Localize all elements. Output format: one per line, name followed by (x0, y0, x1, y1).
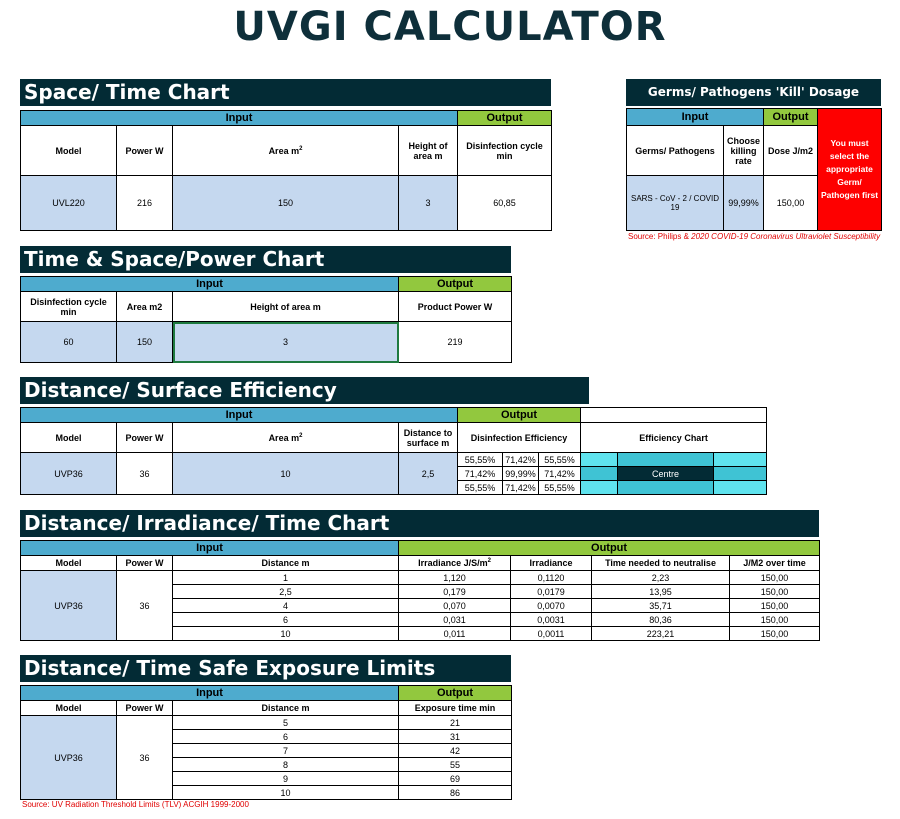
irr-js-cell: 0,179 (399, 585, 511, 599)
irr-cell: 0,1120 (511, 571, 592, 585)
model-cell[interactable]: UVP36 (21, 453, 117, 495)
output-header: Output (399, 541, 820, 556)
output-header: Output (458, 408, 581, 423)
section-title-distance-surface: Distance/ Surface Efficiency (20, 377, 589, 404)
col-time: Time needed to neutralise (592, 556, 730, 571)
germs-source-note: Source: Philips & 2020 COVID-19 Coronavirus Ultraviolet Susceptibility (628, 232, 881, 241)
exposure-cell: 31 (399, 730, 512, 744)
input-header: Input (21, 408, 458, 423)
warning-cell: You must select the appropriate Germ/ Pathogen first (818, 109, 882, 231)
col-height: Height of area m (399, 126, 458, 176)
col-model: Model (21, 701, 117, 716)
col-model: Model (21, 423, 117, 453)
input-header: Input (21, 686, 399, 701)
output-header: Output (399, 686, 512, 701)
power-cell[interactable]: 216 (117, 176, 173, 231)
jm2-cell: 150,00 (730, 571, 820, 585)
efficiency-chart-cell (581, 453, 618, 467)
distance-cell: 10 (173, 786, 399, 800)
jm2-cell: 150,00 (730, 599, 820, 613)
distance-cell: 4 (173, 599, 399, 613)
efficiency-chart-cell (618, 481, 714, 495)
cycle-output-cell: 60,85 (458, 176, 552, 231)
time-cell: 35,71 (592, 599, 730, 613)
col-irradiance: Irradiance (511, 556, 592, 571)
power-cell[interactable]: 36 (117, 453, 173, 495)
efficiency-chart-cell (714, 467, 767, 481)
distance-cell: 6 (173, 730, 399, 744)
col-exposure: Exposure time min (399, 701, 512, 716)
time-cell: 13,95 (592, 585, 730, 599)
area-cell[interactable]: 150 (173, 176, 399, 231)
efficiency-cell: 71,42% (458, 467, 503, 481)
exposure-cell: 69 (399, 772, 512, 786)
col-cycle: Disinfection cycle min (458, 126, 552, 176)
input-header: Input (627, 109, 764, 126)
product-power-output-cell: 219 (399, 322, 512, 363)
distance-cell: 9 (173, 772, 399, 786)
time-cell: 80,36 (592, 613, 730, 627)
col-area: Area $m^2$ (173, 126, 399, 176)
output-header: Output (399, 277, 512, 292)
efficiency-cell: 71,42% (503, 481, 539, 495)
irr-cell: 0,0031 (511, 613, 592, 627)
distance-cell: 5 (173, 716, 399, 730)
efficiency-cell: 71,42% (539, 467, 581, 481)
irr-cell: 0,0011 (511, 627, 592, 641)
efficiency-chart-cell (714, 481, 767, 495)
jm2-cell: 150,00 (730, 627, 820, 641)
irr-cell: 0,0070 (511, 599, 592, 613)
power-cell: 36 (117, 716, 173, 800)
col-cycle: Disinfection cycle min (21, 292, 117, 322)
rate-select-cell[interactable]: 99,99% (724, 176, 764, 231)
irr-js-cell: 1,120 (399, 571, 511, 585)
distance-cell: 1 (173, 571, 399, 585)
power-cell: 36 (117, 571, 173, 641)
section-title-germs: Germs/ Pathogens 'Kill' Dosage (626, 79, 881, 106)
col-power: Power W (117, 701, 173, 716)
irr-cell: 0,0179 (511, 585, 592, 599)
time-cell: 223,21 (592, 627, 730, 641)
distance-cell: 7 (173, 744, 399, 758)
efficiency-chart-cell (714, 453, 767, 467)
jm2-cell: 150,00 (730, 585, 820, 599)
col-distance: Distance m (173, 701, 399, 716)
output-header: Output (458, 111, 552, 126)
time-space-power-table (20, 276, 512, 363)
col-irradiance-js: Irradiance $J/S/m^2$ (399, 556, 511, 571)
distance-cell: 2,5 (173, 585, 399, 599)
efficiency-cell: 55,55% (539, 453, 581, 467)
space-time-table (20, 110, 552, 231)
distance-cell: 6 (173, 613, 399, 627)
irradiance-table (20, 540, 820, 641)
section-title-time-space-power: Time & Space/Power Chart (20, 246, 511, 273)
model-cell[interactable]: UVP36 (21, 716, 117, 800)
efficiency-chart-cell (581, 467, 618, 481)
col-germ: Germs/ Pathogens (627, 126, 724, 176)
input-header: Input (21, 111, 458, 126)
col-area: Area m2 (117, 292, 173, 322)
col-efficiency: Disinfection Efficiency (458, 423, 581, 453)
irr-js-cell: 0,031 (399, 613, 511, 627)
section-title-safe-exposure: Distance/ Time Safe Exposure Limits (20, 655, 511, 682)
area-cell[interactable]: 150 (117, 322, 173, 363)
col-height: Height of area m (173, 292, 399, 322)
cycle-cell[interactable]: 60 (21, 322, 117, 363)
col-distance: Distance m (173, 556, 399, 571)
section-title-space-time: Space/ Time Chart (20, 79, 551, 106)
input-header: Input (21, 541, 399, 556)
model-cell[interactable]: UVP36 (21, 571, 117, 641)
time-cell: 2,23 (592, 571, 730, 585)
section-title-irradiance: Distance/ Irradiance/ Time Chart (20, 510, 819, 537)
efficiency-cell: 99,99% (503, 467, 539, 481)
input-header: Input (21, 277, 399, 292)
exposure-cell: 42 (399, 744, 512, 758)
area-cell[interactable]: 10 (173, 453, 399, 495)
col-dose: Dose J/m2 (764, 126, 818, 176)
irr-js-cell: 0,070 (399, 599, 511, 613)
col-distance: Distance to surface m (399, 423, 458, 453)
col-model: Model (21, 556, 117, 571)
output-header: Output (764, 109, 818, 126)
model-cell[interactable]: UVL220 (21, 176, 117, 231)
distance-cell[interactable]: 2,5 (399, 453, 458, 495)
safe-exposure-table (20, 685, 512, 800)
distance-cell: 8 (173, 758, 399, 772)
germ-select-cell[interactable]: SARS - CoV - 2 / COVID 19 (627, 176, 724, 231)
efficiency-cell: 55,55% (458, 481, 503, 495)
height-cell[interactable]: 3 (173, 322, 399, 363)
safe-exposure-source-note: Source: UV Radiation Threshold Limits (TLV) ACGIH 1999-2000 (22, 800, 249, 809)
efficiency-cell: 71,42% (503, 453, 539, 467)
efficiency-cell: 55,55% (458, 453, 503, 467)
jm2-cell: 150,00 (730, 613, 820, 627)
height-cell[interactable]: 3 (399, 176, 458, 231)
exposure-cell: 55 (399, 758, 512, 772)
exposure-cell: 21 (399, 716, 512, 730)
col-jm2: J/M2 over time (730, 556, 820, 571)
col-power: Power W (117, 556, 173, 571)
germs-table (626, 108, 882, 231)
efficiency-chart-centre: Centre (618, 467, 714, 481)
col-area: Area $m^2$ (173, 423, 399, 453)
efficiency-chart-cell (581, 481, 618, 495)
efficiency-cell: 55,55% (539, 481, 581, 495)
page-title: UVGI CALCULATOR (233, 4, 667, 50)
distance-cell: 10 (173, 627, 399, 641)
col-power: Power W (117, 126, 173, 176)
col-product-power: Product Power W (399, 292, 512, 322)
distance-surface-table (20, 407, 767, 495)
efficiency-chart-cell (618, 453, 714, 467)
irr-js-cell: 0,011 (399, 627, 511, 641)
col-power: Power W (117, 423, 173, 453)
col-model: Model (21, 126, 117, 176)
col-rate: Choose killing rate (724, 126, 764, 176)
dose-output-cell: 150,00 (764, 176, 818, 231)
exposure-cell: 86 (399, 786, 512, 800)
col-efficiency-chart: Efficiency Chart (581, 423, 767, 453)
